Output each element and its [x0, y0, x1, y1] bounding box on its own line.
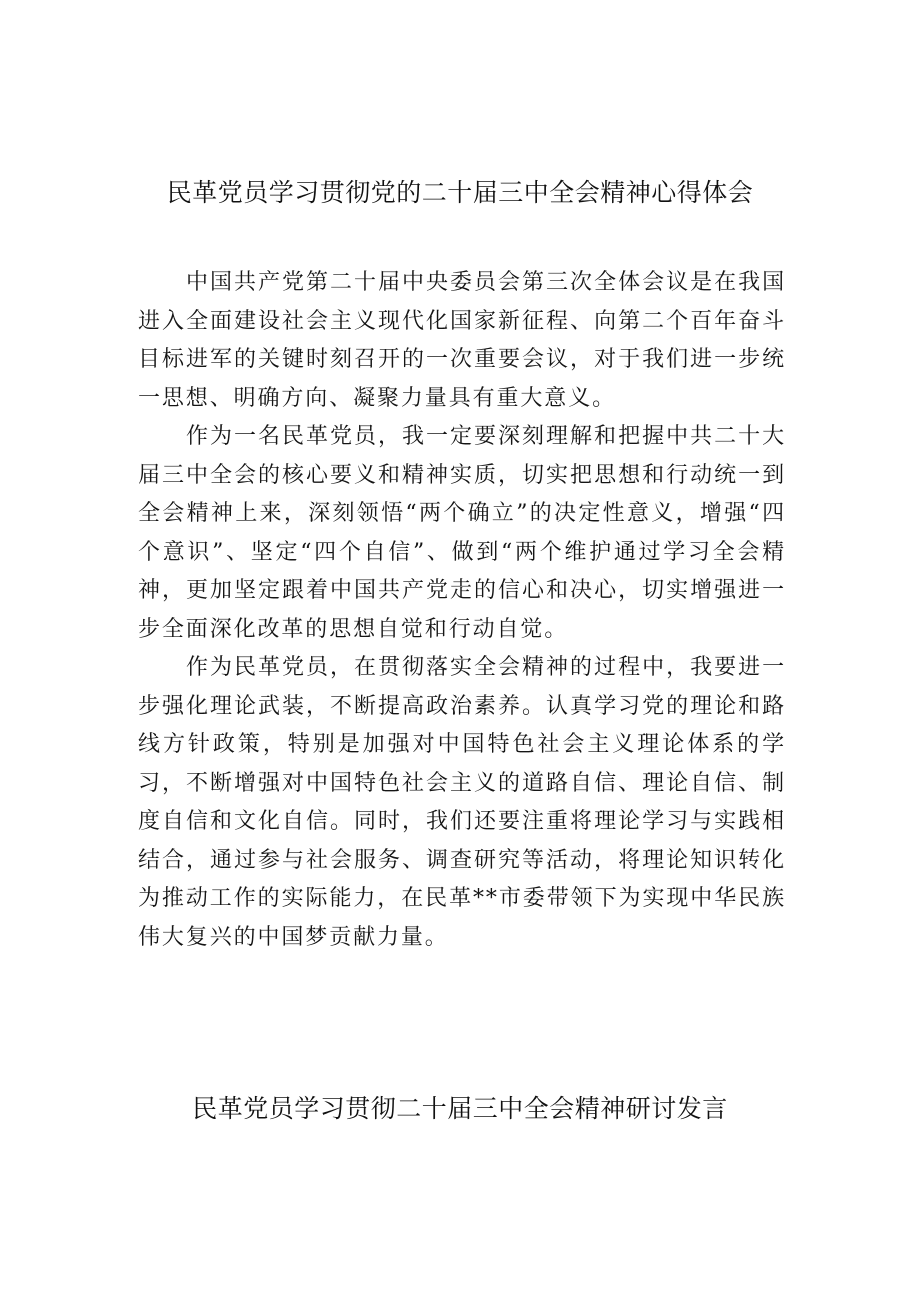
document-body	[138, 264, 786, 957]
paragraph-3: 作为民革党员，在贯彻落实全会精神的过程中，我要进一步强化理论武装，不断提高政治素养。认真学习党的理论和路线方针政策，特别是加强对中国特色社会主义理论体系的学习，不断增强对中国特色社会主义的道路自信、理论自信、制度自信和文化自信。同时，我们还要注重将理论学习与实践相结合，通过参与社会服务、调查研究等活动，将理论知识转化为推动工作的实际能力，在民革**市委带领下为实现中华民族伟大复兴的中国梦贡献力量。	[138, 655, 786, 950]
document-title: 民革党员学习贯彻党的二十届三中全会精神心得体会	[166, 178, 754, 207]
paragraph-2: 作为一名民革党员，我一定要深刻理解和把握中共二十大届三中全会的核心要义和精神实质，切实把思想和行动统一到全会精神上来，深刻领悟“两个确立”的决定性意义，增强“四个意识”、坚定“四个自信”、做到“两个维护通过学习全会精神，更加坚定跟着中国共产党走的信心和决心，切实增强进一步全面深化改革的思想自觉和行动自觉。	[138, 424, 786, 642]
paragraph-1: 中国共产党第二十届中央委员会第三次全体会议是在我国进入全面建设社会主义现代化国家新征程、向第二个百年奋斗目标进军的关键时刻召开的一次重要会议，对于我们进一步统一思想、明确方向、凝聚力量具有重大意义。	[138, 270, 786, 411]
next-section-title: 民革党员学习贯彻二十届三中全会精神研讨发言	[192, 1094, 728, 1123]
